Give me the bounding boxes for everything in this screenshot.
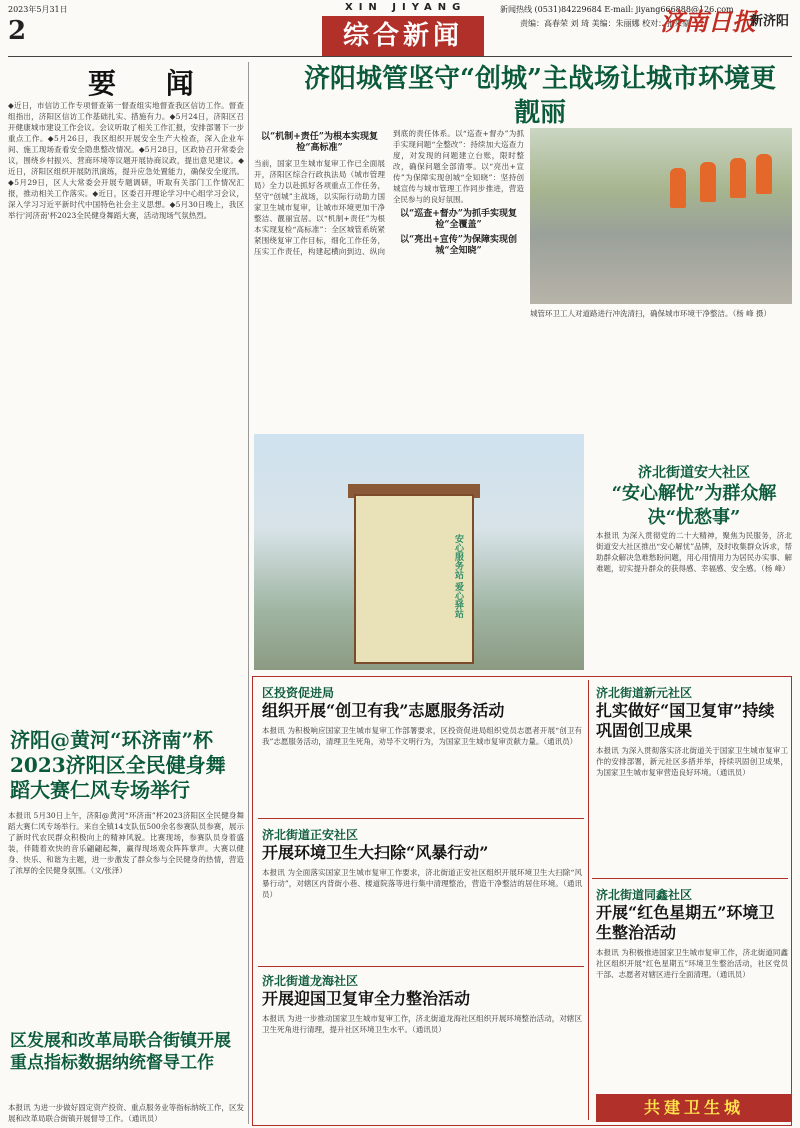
anda-article-body: 本报讯 为深入贯彻党的二十大精神，聚焦为民服务，济北街道安大社区推出“安心解忧”品牌，及时收集群众诉求，帮助群众解决急难愁盼问题，用心用情用力为居民办实事、解难题，切实提升群众的获得感、幸福感、安全感。（杨 峰） <box>596 531 792 573</box>
editors: 责编：高春荣 刘 琦 美编：朱丽娜 校对：张来豪 <box>520 19 691 28</box>
article-xinyuan <box>596 684 788 841</box>
zhengan-kicker: 济北街道正安社区 <box>262 828 359 842</box>
kiosk-sign: 安心服务站 爱心驿站 <box>453 534 463 619</box>
longhai-kicker: 济北街道龙海社区 <box>262 974 359 988</box>
page-number: 2 <box>8 16 27 46</box>
dance-contest-body: 本报讯 5月30日上午，济阳@黄河“环济南”杯2023济阳区全民健身舞蹈大赛仁风专场举行。来自全镇14支队伍500余名参赛队员参赛，展示了新时代农民群众积极向上的精神风貌。比赛现场，参赛队员身着盛装，伴随着欢快的音乐翩翩起舞，赢得现场观众阵阵掌声。大赛以健身、快乐、和谐为主题，进一步激发了群众参与全民健身的热情，营造了浓厚的全民健身氛围。（文/张泽） <box>8 811 244 875</box>
service-kiosk-photo <box>254 434 584 670</box>
box-column-divider <box>588 680 589 1120</box>
xinyuan-headline: 扎实做好“国卫复审”持续巩固创卫成果 <box>596 701 775 740</box>
yaowen-title: 要 闻 <box>88 67 214 100</box>
anda-article-headline: “安心解忧”为群众解决“忧愁事” <box>611 483 777 528</box>
box-rule-2 <box>258 966 584 967</box>
masthead <box>0 0 800 56</box>
longhai-body: 本报讯 为进一步推动国家卫生城市复审工作，济北街道龙海社区组织开展环境整治活动，对辖区卫生死角进行清理，提升社区环境卫生水平。（通讯员） <box>262 1014 582 1034</box>
zhengan-headline: 开展环境卫生大扫除“风暴行动” <box>262 843 489 862</box>
xinyuan-body: 本报讯 为深入贯彻落实济北街道关于国家卫生城市复审工作的安排部署，新元社区多措并举，持续巩固创卫成果，为国家卫生城市复审营造良好环境。（通讯员） <box>596 746 788 777</box>
article-investment <box>262 684 582 817</box>
main-article-body <box>254 128 524 428</box>
tongxin-body: 本报讯 为积极推进国家卫生城市复审工作，济北街道同鑫社区组织开展“红色星期五”环境卫生整治活动，社区党员干部、志愿者对辖区进行全面清理。（通讯员） <box>596 948 788 979</box>
xinyuan-kicker: 济北街道新元社区 <box>596 686 693 700</box>
anda-article-kicker: 济北街道安大社区 <box>638 465 750 481</box>
column-divider <box>248 62 249 1124</box>
investment-headline: 组织开展“创卫有我”志愿服务活动 <box>262 701 505 720</box>
article-zhengan <box>262 826 582 967</box>
zhengan-body: 本报讯 为全面落实国家卫生城市复审工作要求，济北街道正安社区组织开展环境卫生大扫除“风暴行动”，对辖区内背街小巷、楼道院落等进行集中清理整治，营造干净整洁的居住环境。（通讯员） <box>262 868 582 899</box>
issue-date: 2023年5月31日 <box>8 5 68 14</box>
dev-reform-headline: 区发展和改革局联合街镇开展重点指标数据纳统督导工作 <box>10 1031 231 1073</box>
article-tongxin <box>596 886 788 1073</box>
box-rule-1 <box>258 818 584 819</box>
anda-article-header <box>596 462 792 530</box>
newspaper-logo-sub: 新济阳 <box>750 14 790 29</box>
investment-kicker: 区投资促进局 <box>262 686 335 700</box>
main-subhead-1: 以“机制+责任”为根本实现复检“高标准” <box>261 132 378 153</box>
main-subhead-2: 以“巡查+督办”为抓手实现复检“全覆盖” <box>400 209 517 230</box>
tongxin-kicker: 济北街道同鑫社区 <box>596 888 693 902</box>
main-subhead-3: 以“亮出+宣传”为保障实现创城“全知晓” <box>400 235 517 256</box>
dance-contest-headline: 济阳@黄河“环济南”杯2023济阳区全民健身舞蹈大赛仁风专场举行 <box>10 728 226 802</box>
masthead-rule <box>8 56 792 57</box>
tongxin-headline: 开展“红色星期五”环境卫生整治活动 <box>596 903 775 942</box>
dev-reform-body: 本报讯 为进一步做好固定资产投资、重点服务业等指标纳统工作，区发展和改革局联合街镇开展督导工作。（通讯员） <box>8 1103 244 1123</box>
main-body-text: 当前，国家卫生城市复审工作已全面展开，济阳区综合行政执法局（城市管理局）全力以赴抓好各项重点工作任务，坚守“创城”主战场，以实际行动助力国家卫生城市复审，让城市环境更加干净整洁、靓丽宜居。以“机制+责任”为根本实现复检“高标准”：全区城管系统紧紧围绕复审工作目标，细化工作任务，压实工作责任，构建起横向到边、纵向到底的责任体系。以“巡查+督办”为抓手实现问题“全整改”：持续加大巡查力度，对发现的问题建立台账，限时整改，确保问题全部清零。以“亮出+宣传”为保障实现创城“全知晓”：坚持创城宣传与城市管理工作同步推进，营造全民参与的良好氛围。 <box>254 129 524 256</box>
box-rule-3 <box>592 878 788 879</box>
investment-body: 本报讯 为积极响应国家卫生城市复审工作部署要求，区投资促进局组织党员志愿者开展“创卫有我”志愿服务活动，清理卫生死角，劝导不文明行为，为国家卫生城市复审贡献力量。（通讯员） <box>262 726 582 746</box>
photo-caption: 城管环卫工人对道路进行冲洗清扫，确保城市环境干净整洁。（杨 峰 摄） <box>530 309 772 318</box>
longhai-headline: 开展迎国卫复审全力整治活动 <box>262 989 471 1008</box>
footer-banner: 共建卫生城 <box>596 1094 792 1122</box>
yaowen-body: ◆近日，市信访工作专项督查第一督查组实地督查我区信访工作。督查组指出，济阳区信访工作基础扎实、措施有力。◆5月24日，济阳区召开健康城市建设工作会议。会议听取了相关工作汇报，安排部署下一步重点工作。◆5月26日，我区组织开展安全生产大检查，深入企业车间、施工现场查看安全隐患整改情况。◆5月28日，区政协召开常委会议，围绕乡村振兴、营商环境等议题开展协商议政，提出意见建议。◆近日，济阳区组织开展防汛演练，提升应急处置能力，确保安全度汛。◆5月29日，区人大常委会开展专题调研，听取有关部门工作情况汇报，推动相关工作落实。◆近日，区委召开理论学习中心组学习会议，深入学习习近平新时代中国特色社会主义思想。◆5月30日晚上，我区举行'河济南'杯2023全民健身舞蹈大赛，活动现场气氛热烈。 <box>8 101 244 220</box>
hotline: 新闻热线 (0531)84229684 E-mail: jiyang666888@126.com <box>500 5 734 14</box>
main-headline: 济阳城管坚守“创城”主战场让城市环境更靓丽 <box>304 64 776 128</box>
street-cleaning-photo <box>530 128 792 304</box>
newspaper-logo: 济南日报 <box>660 7 756 36</box>
masthead-pinyin: XIN JIYANG <box>345 2 467 13</box>
section-title: 综合新闻 <box>322 16 484 56</box>
article-longhai <box>262 972 582 1109</box>
